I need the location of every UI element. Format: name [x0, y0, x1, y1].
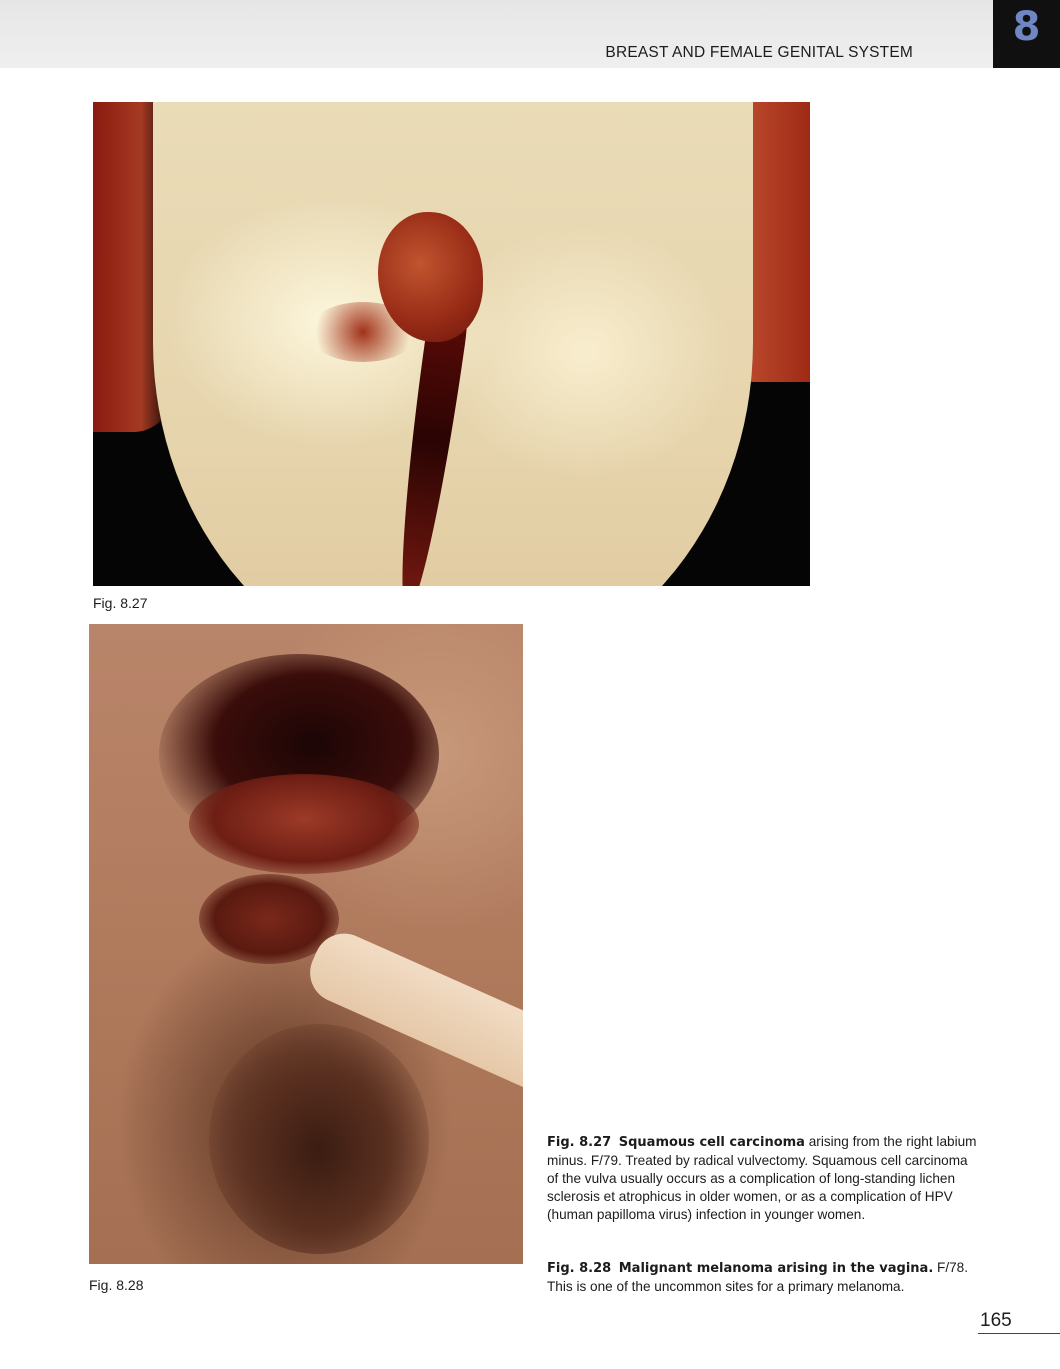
caption-text: F/78. This is one of the uncommon sites for a primary melanoma. [547, 1260, 969, 1294]
figure-8-27-photo [93, 102, 810, 586]
caption-8-27 [547, 1133, 979, 1224]
caption-title: Malignant melanoma arising in the vagina. [618, 1261, 934, 1276]
chapter-tab [993, 0, 1060, 68]
page-number: 165 [980, 1310, 1012, 1331]
caption-8-28 [547, 1259, 979, 1296]
caption-number: Fig. 8.28 [547, 1261, 612, 1276]
caption-title: Squamous cell carcinoma [618, 1135, 805, 1150]
page-number-rule [978, 1333, 1060, 1334]
chapter-number: 8 [1012, 4, 1041, 50]
caption-number: Fig. 8.27 [547, 1135, 612, 1150]
photo-region-melanoma-lesion [189, 774, 419, 874]
running-head: BREAST AND FEMALE GENITAL SYSTEM [605, 44, 913, 61]
figure-8-28-photo [89, 624, 523, 1264]
caption-text: arising from the right labium minus. F/79. Treated by radical vulvectomy. Squamous cell carcinoma of the vulva usually occurs as a complication of long-standing lichen sclerosis et atrophicus in older women, or as a complication of HPV (human papilloma virus) infection in younger women. [547, 1134, 977, 1222]
figure-label-8-28: Fig. 8.28 [89, 1277, 144, 1293]
photo-region-perineum [209, 1024, 429, 1254]
figure-label-8-27: Fig. 8.27 [93, 595, 148, 611]
header-band [0, 0, 993, 68]
